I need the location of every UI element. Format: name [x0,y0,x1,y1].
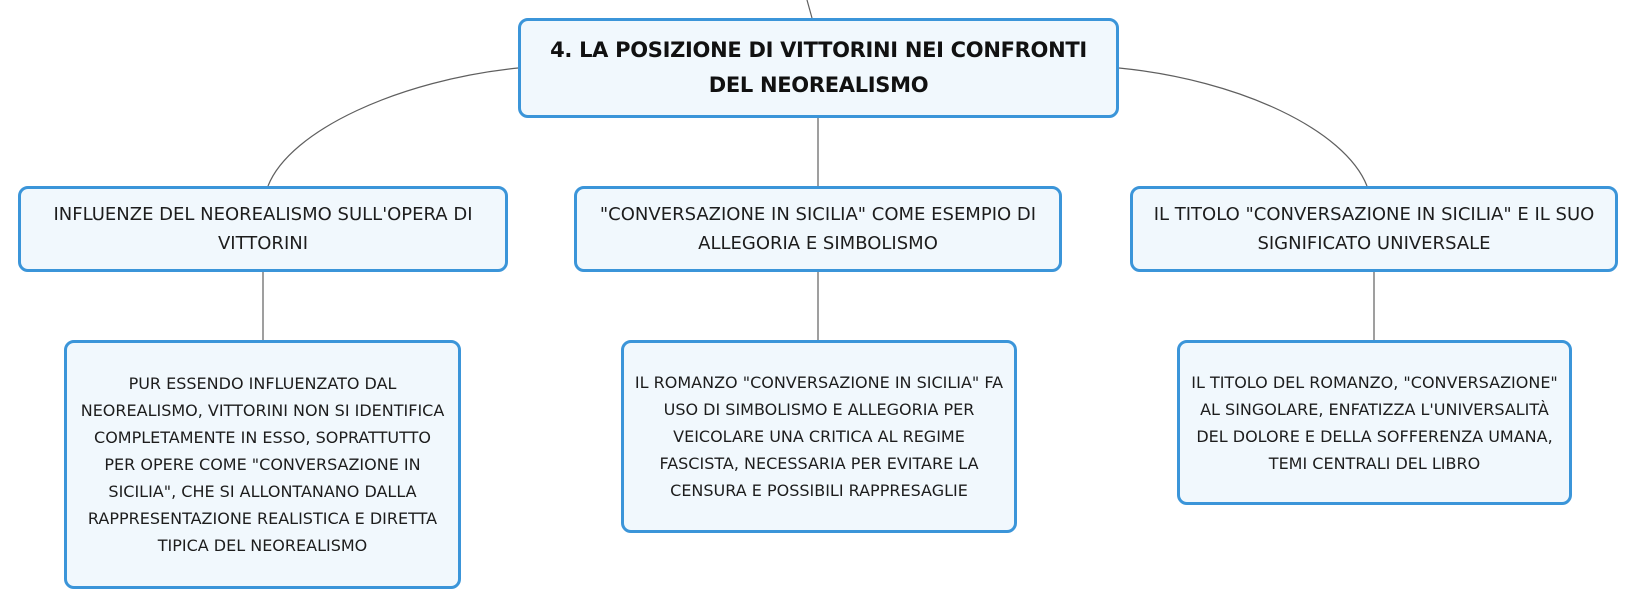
topic-label: "CONVERSAZIONE IN SICILIA" COME ESEMPIO DI ALLEGORIA E SIMBOLISMO [599,204,1037,254]
detail-node-titolo[interactable] [1177,340,1572,505]
detail-node-allegoria[interactable] [621,340,1017,533]
connector-incoming [807,0,812,18]
detail-text: PUR ESSENDO INFLUENZATO DAL NEOREALISMO, VITTORINI NON SI IDENTIFICA COMPLETAMENTE IN ESSO, SOPRATTUTTO PER OPERE COME "CONVERSAZIONE IN SICILIA", CHE SI ALLONTANANO DALLA RAPPRESENTAZIONE REALISTICA E DIRETTA TIPICA DEL NEOREALISMO [80,374,445,555]
topic-node-titolo[interactable] [1130,186,1618,272]
central-topic-label: 4. LA POSIZIONE DI VITTORINI NEI CONFRONTI DEL NEOREALISMO [550,38,1087,97]
detail-text: IL ROMANZO "CONVERSAZIONE IN SICILIA" FA USO DI SIMBOLISMO E ALLEGORIA PER VEICOLARE UNA CRITICA AL REGIME FASCISTA, NECESSARIA PER EVITARE LA CENSURA E POSSIBILI RAPPRESAGLIE [634,373,1004,500]
topic-node-allegoria[interactable] [574,186,1062,272]
topic-node-influenze[interactable] [18,186,508,272]
central-topic[interactable] [518,18,1119,118]
detail-text: IL TITOLO DEL ROMANZO, "CONVERSAZIONE" AL SINGOLARE, ENFATIZZA L'UNIVERSALITÀ DEL DOLORE E DELLA SOFFERENZA UMANA, TEMI CENTRALI DEL LIBRO [1191,372,1558,473]
topic-label: IL TITOLO "CONVERSAZIONE IN SICILIA" E IL SUO SIGNIFICATO UNIVERSALE [1153,204,1595,254]
connector-root-to-topic-1 [268,68,518,186]
connector-root-to-topic-3 [1119,68,1367,186]
detail-node-influenze[interactable] [64,340,461,589]
topic-label: INFLUENZE DEL NEOREALISMO SULL'OPERA DI VITTORINI [53,204,473,254]
